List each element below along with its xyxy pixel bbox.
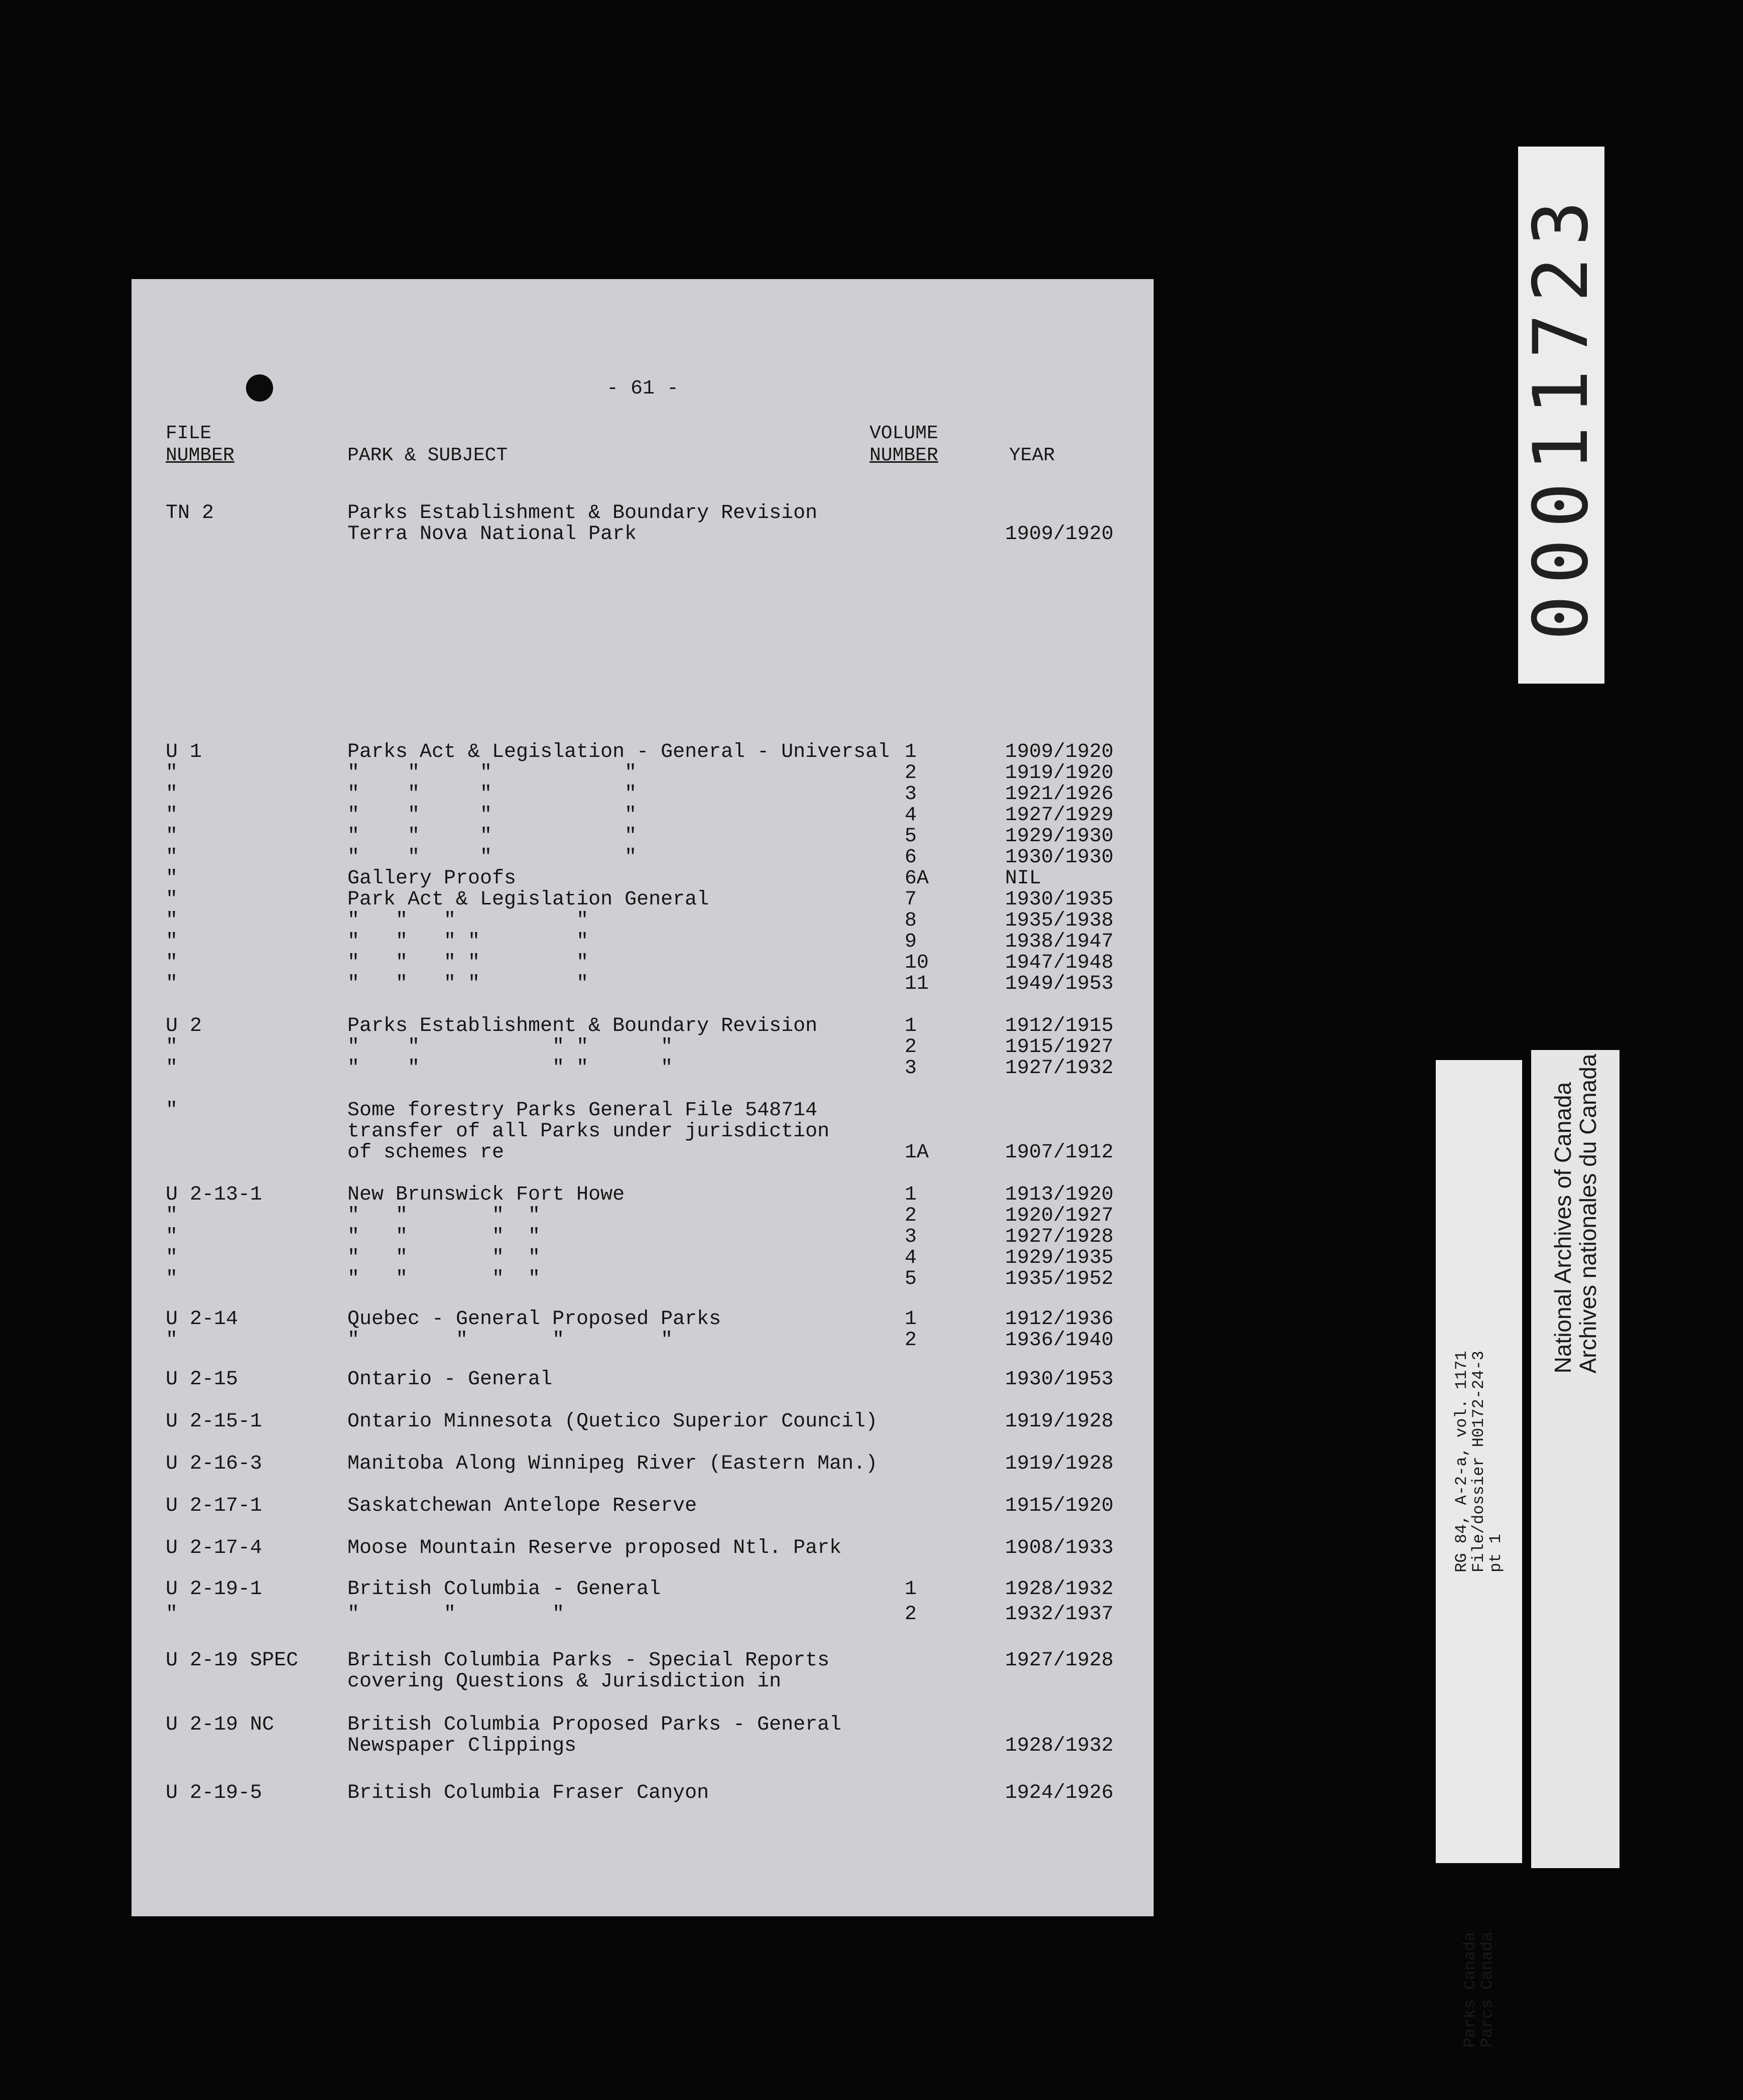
header-file-number xyxy=(166,423,234,467)
year-cell: 1908/1933 xyxy=(1005,1537,1114,1559)
subject-cell: Parks Establishment & Boundary Revision xyxy=(347,1015,818,1037)
file-number-cell: " xyxy=(166,931,178,953)
subject-cell: " " " " xyxy=(347,1226,541,1248)
file-number-cell: " xyxy=(166,1329,178,1352)
subject-cell: Park Act & Legislation General xyxy=(347,888,709,911)
header-volume-line2: NUMBER xyxy=(869,445,938,466)
subject-cell: Parks Establishment & Boundary Revision xyxy=(347,502,818,524)
subject-cell: covering Questions & Jurisdiction in xyxy=(347,1670,782,1693)
file-number-cell: " xyxy=(166,804,178,827)
subject-cell: Ontario Minnesota (Quetico Superior Council) xyxy=(347,1410,878,1433)
header-year: YEAR xyxy=(1009,445,1055,466)
volume-cell: 10 xyxy=(905,952,929,974)
archives-line-en: National Archives of Canada xyxy=(1550,1082,1576,1374)
agency-label-text xyxy=(1462,1932,1496,2047)
volume-cell: 2 xyxy=(905,1205,917,1227)
year-cell: 1924/1926 xyxy=(1005,1782,1114,1804)
file-number-cell: " xyxy=(166,1268,178,1290)
file-number-cell: " xyxy=(166,1036,178,1059)
year-cell: 1927/1928 xyxy=(1005,1226,1114,1248)
subject-cell: " " " " xyxy=(347,804,637,827)
frame-number-stamp xyxy=(1518,147,1604,684)
subject-cell: transfer of all Parks under jurisdiction xyxy=(347,1120,830,1143)
reference-line: pt 1 xyxy=(1486,1534,1505,1572)
volume-cell: 2 xyxy=(905,1329,917,1352)
subject-cell: Manitoba Along Winnipeg River (Eastern Man.) xyxy=(347,1453,878,1475)
header-volume-line1: VOLUME xyxy=(869,423,938,444)
year-cell: 1938/1947 xyxy=(1005,931,1114,953)
file-number-cell: " xyxy=(166,888,178,911)
file-number-cell: " xyxy=(166,973,178,995)
file-number-cell: U 1 xyxy=(166,741,202,763)
subject-cell: Some forestry Parks General File 548714 xyxy=(347,1099,818,1122)
subject-cell: Gallery Proofs xyxy=(347,867,517,890)
subject-cell: " " " " " xyxy=(347,1057,673,1080)
year-cell: 1936/1940 xyxy=(1005,1329,1114,1352)
file-number-cell: " xyxy=(166,1226,178,1248)
year-cell: 1929/1930 xyxy=(1005,825,1114,848)
file-number-cell: U 2-19-1 xyxy=(166,1578,263,1601)
file-number-cell: " xyxy=(166,867,178,890)
file-number-cell: " xyxy=(166,825,178,848)
header-file-number-line2: NUMBER xyxy=(166,445,234,466)
file-number-cell: " xyxy=(166,1603,178,1626)
year-cell: 1935/1952 xyxy=(1005,1268,1114,1290)
subject-cell: British Columbia Parks - Special Reports xyxy=(347,1649,830,1672)
subject-cell: " " " " xyxy=(347,825,637,848)
subject-cell: " " " " xyxy=(347,762,637,784)
file-number-cell: " xyxy=(166,1099,178,1122)
volume-cell: 3 xyxy=(905,1057,917,1080)
subject-cell: " " " " " xyxy=(347,973,589,995)
volume-cell: 2 xyxy=(905,1036,917,1059)
year-cell: 1919/1920 xyxy=(1005,762,1114,784)
year-cell: 1927/1932 xyxy=(1005,1057,1114,1080)
volume-cell: 1 xyxy=(905,1184,917,1206)
agency-line: Parks Canada xyxy=(1461,1931,1479,2048)
file-number-cell: " xyxy=(166,1205,178,1227)
subject-cell: " " " " xyxy=(347,1329,673,1352)
volume-cell: 5 xyxy=(905,825,917,848)
file-number-cell: U 2-15 xyxy=(166,1368,238,1391)
subject-cell: Quebec - General Proposed Parks xyxy=(347,1308,721,1331)
year-cell: 1909/1920 xyxy=(1005,523,1114,546)
header-park-subject: PARK & SUBJECT xyxy=(347,445,508,466)
file-number-cell: U 2-17-1 xyxy=(166,1495,263,1517)
volume-cell: 1A xyxy=(905,1141,929,1164)
year-cell: 1947/1948 xyxy=(1005,952,1114,974)
volume-cell: 5 xyxy=(905,1268,917,1290)
subject-cell: " " " " xyxy=(347,846,637,869)
file-number-cell: " xyxy=(166,846,178,869)
frame-number: 00011723 xyxy=(1518,189,1605,641)
subject-cell: New Brunswick Fort Howe xyxy=(347,1184,625,1206)
file-number-cell: TN 2 xyxy=(166,502,214,524)
year-cell: 1928/1932 xyxy=(1005,1578,1114,1601)
volume-cell: 9 xyxy=(905,931,917,953)
volume-cell: 8 xyxy=(905,909,917,932)
subject-cell: " " " xyxy=(347,1603,565,1626)
year-cell: 1930/1930 xyxy=(1005,846,1114,869)
file-number-cell: " xyxy=(166,783,178,806)
file-number-cell: " xyxy=(166,1247,178,1269)
file-number-cell: U 2-16-3 xyxy=(166,1453,263,1475)
subject-cell: " " " " " xyxy=(347,1036,673,1059)
archives-line-fr: Archives nationales du Canada xyxy=(1575,1054,1601,1374)
year-cell: 1949/1953 xyxy=(1005,973,1114,995)
volume-cell: 1 xyxy=(905,1015,917,1037)
subject-cell: Ontario - General xyxy=(347,1368,553,1391)
subject-cell: Parks Act & Legislation - General - Universal xyxy=(347,741,890,763)
subject-cell: Moose Mountain Reserve proposed Ntl. Park xyxy=(347,1537,842,1559)
page-number: - 61 - xyxy=(606,377,679,400)
year-cell: 1907/1912 xyxy=(1005,1141,1114,1164)
year-cell: 1913/1920 xyxy=(1005,1184,1114,1206)
file-number-cell: U 2-14 xyxy=(166,1308,238,1331)
subject-cell: Terra Nova National Park xyxy=(347,523,637,546)
archives-label xyxy=(1531,1050,1620,1868)
volume-cell: 11 xyxy=(905,973,929,995)
file-number-cell: U 2-19-5 xyxy=(166,1782,263,1804)
archives-label-text xyxy=(1550,1054,1600,1374)
file-number-cell: U 2-15-1 xyxy=(166,1410,263,1433)
header-volume-number xyxy=(869,423,938,467)
subject-cell: Newspaper Clippings xyxy=(347,1735,577,1757)
subject-cell: " " " " xyxy=(347,909,589,932)
reference-label-text xyxy=(1453,1351,1505,1572)
year-cell: 1915/1920 xyxy=(1005,1495,1114,1517)
volume-cell: 3 xyxy=(905,783,917,806)
file-number-cell: " xyxy=(166,909,178,932)
header-file-number-line1: FILE xyxy=(166,423,212,444)
year-cell: 1927/1928 xyxy=(1005,1649,1114,1672)
document-page xyxy=(132,279,1154,1916)
volume-cell: 6A xyxy=(905,867,929,890)
file-number-cell: U 2-17-4 xyxy=(166,1537,263,1559)
subject-cell: " " " " xyxy=(347,1268,541,1290)
subject-cell: British Columbia Proposed Parks - General xyxy=(347,1714,842,1736)
reference-line: File/dossier H0172-24-3 xyxy=(1469,1351,1488,1572)
year-cell: 1929/1935 xyxy=(1005,1247,1114,1269)
file-number-cell: U 2-19 NC xyxy=(166,1714,275,1736)
volume-cell: 2 xyxy=(905,762,917,784)
file-number-cell: U 2-13-1 xyxy=(166,1184,263,1206)
subject-cell: " " " " xyxy=(347,1205,541,1227)
volume-cell: 3 xyxy=(905,1226,917,1248)
volume-cell: 4 xyxy=(905,804,917,827)
year-cell: 1935/1938 xyxy=(1005,909,1114,932)
subject-cell: " " " " xyxy=(347,783,637,806)
year-cell: 1920/1927 xyxy=(1005,1205,1114,1227)
year-cell: 1909/1920 xyxy=(1005,741,1114,763)
subject-cell: Saskatchewan Antelope Reserve xyxy=(347,1495,697,1517)
year-cell: 1921/1926 xyxy=(1005,783,1114,806)
year-cell: 1919/1928 xyxy=(1005,1453,1114,1475)
year-cell: 1919/1928 xyxy=(1005,1410,1114,1433)
volume-cell: 6 xyxy=(905,846,917,869)
file-number-cell: U 2 xyxy=(166,1015,202,1037)
file-number-cell: " xyxy=(166,952,178,974)
year-cell: 1915/1927 xyxy=(1005,1036,1114,1059)
volume-cell: 4 xyxy=(905,1247,917,1269)
volume-cell: 1 xyxy=(905,741,917,763)
year-cell: 1930/1935 xyxy=(1005,888,1114,911)
file-number-cell: U 2-19 SPEC xyxy=(166,1649,299,1672)
year-cell: NIL xyxy=(1005,867,1042,890)
year-cell: 1930/1953 xyxy=(1005,1368,1114,1391)
volume-cell: 2 xyxy=(905,1603,917,1626)
subject-cell: " " " " " xyxy=(347,952,589,974)
file-number-cell: " xyxy=(166,762,178,784)
volume-cell: 7 xyxy=(905,888,917,911)
year-cell: 1912/1915 xyxy=(1005,1015,1114,1037)
year-cell: 1912/1936 xyxy=(1005,1308,1114,1331)
subject-cell: " " " " " xyxy=(347,931,589,953)
subject-cell: of schemes re xyxy=(347,1141,505,1164)
file-number-cell: " xyxy=(166,1057,178,1080)
agency-line: Parcs Canada xyxy=(1478,1931,1497,2048)
subject-cell: British Columbia Fraser Canyon xyxy=(347,1782,709,1804)
reference-label xyxy=(1436,1060,1522,2048)
reference-line: RG 84, A-2-a, vol. 1171 xyxy=(1452,1351,1471,1572)
volume-cell: 1 xyxy=(905,1308,917,1331)
year-cell: 1927/1929 xyxy=(1005,804,1114,827)
subject-cell: British Columbia - General xyxy=(347,1578,661,1601)
year-cell: 1932/1937 xyxy=(1005,1603,1114,1626)
subject-cell: " " " " xyxy=(347,1247,541,1269)
year-cell: 1928/1932 xyxy=(1005,1735,1114,1757)
volume-cell: 1 xyxy=(905,1578,917,1601)
